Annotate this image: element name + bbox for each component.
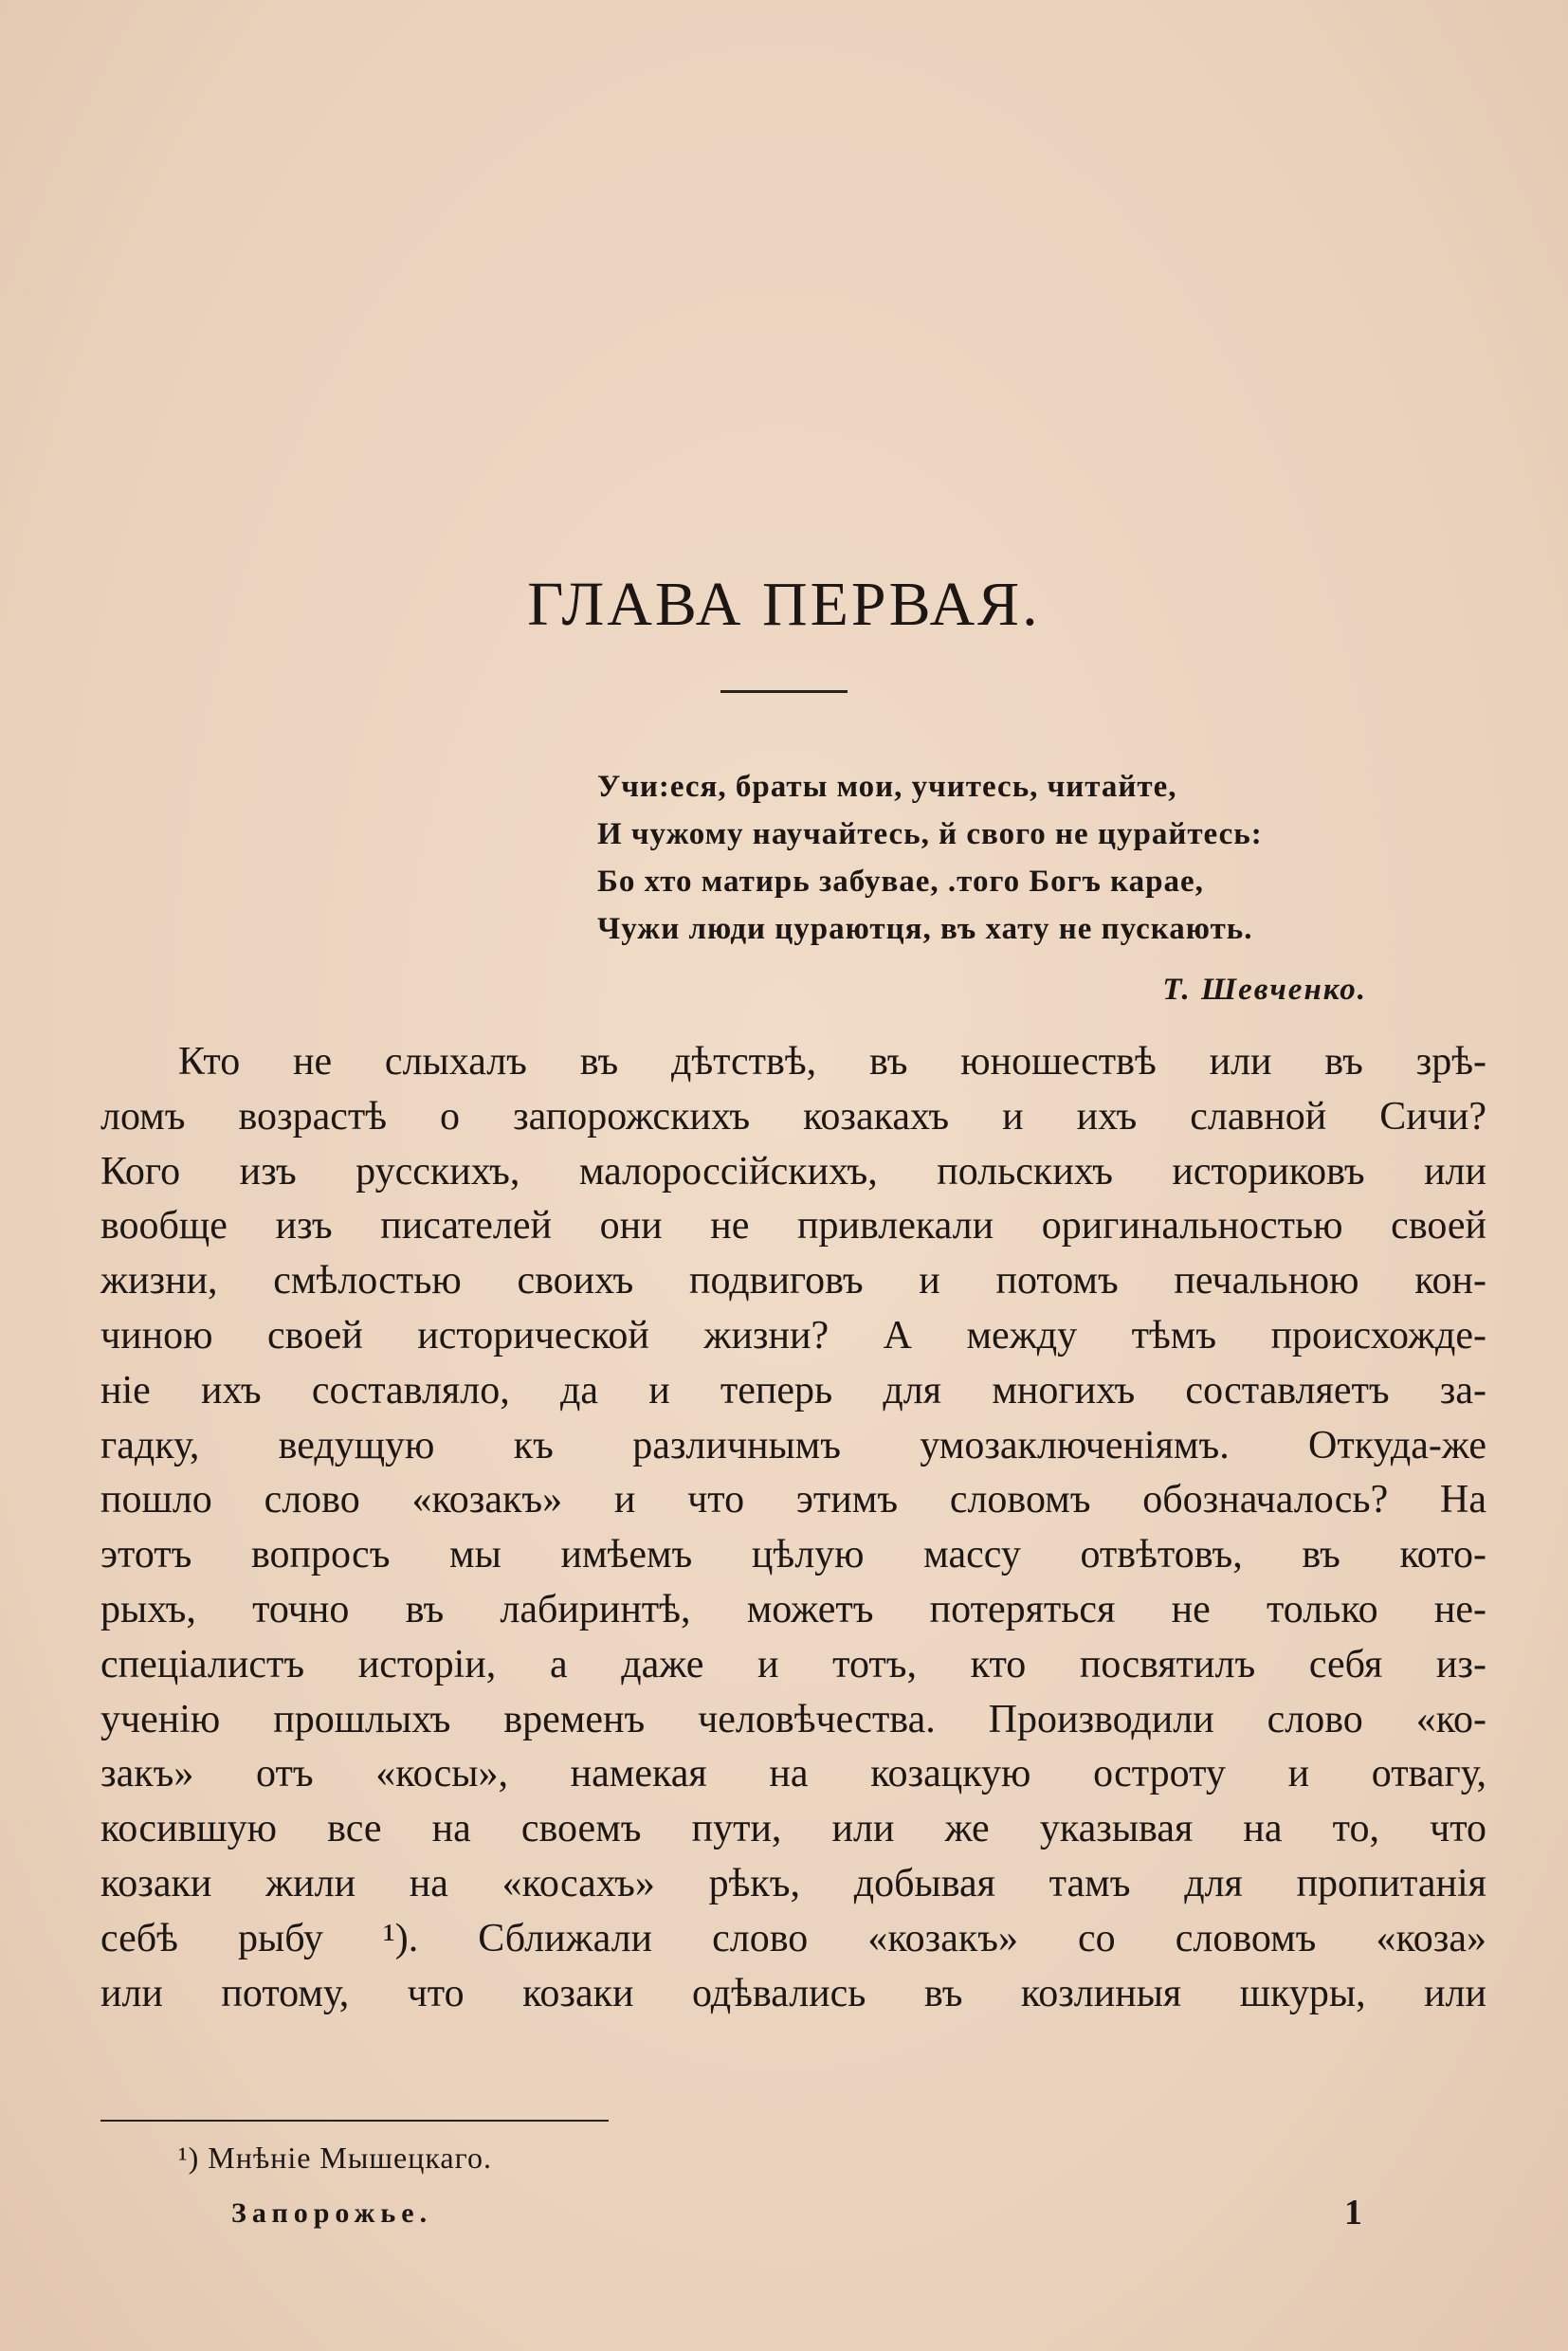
text-line: закъ» отъ «косы», намекая на козацкую остроту и отвагу,	[100, 1752, 1486, 1796]
body-text	[100, 1035, 1486, 2021]
text-line: жизни, смѣлостью своихъ подвиговъ и потомъ печальною кон-	[100, 1259, 1486, 1303]
epigraph-line: Учи:еся, браты мои, учитесь, читайте,	[597, 770, 1177, 804]
text-line: пошло слово «козакъ» и что этимъ словомъ обозначалось? На	[100, 1478, 1486, 1522]
text-line: ломъ возрастѣ о запорожскихъ козакахъ и ихъ славной Сичи?	[100, 1094, 1486, 1139]
epigraph-line: И чужому научайтесь, й свого не цурайтесь:	[597, 817, 1263, 851]
epigraph-line: Бо хто матирь забувае, .того Богъ карае,	[597, 865, 1204, 899]
text-line: ніе ихъ составляло, да и теперь для многихъ составляетъ за-	[100, 1368, 1486, 1412]
text-line: себѣ рыбу ¹). Сближали слово «козакъ» со словомъ «коза»	[100, 1916, 1486, 1960]
page-number: 1	[1344, 2193, 1362, 2233]
text-line: Кого изъ русскихъ, малороссійскихъ, польскихъ историковъ или	[100, 1149, 1486, 1194]
footnote-text: Мнѣніе Мышецкаго.	[208, 2141, 492, 2175]
footnote	[178, 2141, 492, 2176]
text-line: этотъ вопросъ мы имѣемъ цѣлую массу отвѣтовъ, въ кото-	[100, 1533, 1486, 1577]
text-line: гадку, ведущую къ различнымъ умозаключеніямъ. Откуда-же	[100, 1423, 1486, 1467]
text-line: Кто не слыхалъ въ дѣтствѣ, въ юношествѣ или въ зрѣ-	[178, 1040, 1486, 1084]
signature-mark: Запорожье.	[231, 2197, 433, 2229]
title-divider	[720, 690, 848, 693]
text-line: чиною своей исторической жизни? А между тѣмъ происхожде-	[100, 1313, 1486, 1358]
text-line: спеціалистъ исторіи, а даже и тотъ, кто посвятилъ себя из-	[100, 1642, 1486, 1686]
text-line: вообще изъ писателей они не привлекали оригинальностью своей	[100, 1204, 1486, 1248]
epigraph	[597, 763, 1413, 1013]
chapter-title: ГЛАВА ПЕРВАЯ.	[527, 570, 1041, 639]
epigraph-line: Чужи люди цураютця, въ хату не пускають.	[597, 912, 1253, 946]
text-line: косившую все на своемъ пути, или же указывая на то, что	[100, 1807, 1486, 1851]
text-line: рыхъ, точно въ лабиринтѣ, можетъ потеряться не только не-	[100, 1587, 1486, 1631]
footnote-marker: ¹)	[178, 2141, 200, 2175]
epigraph-author: Т. Шевченко.	[1162, 973, 1367, 1007]
text-line: ученію прошлыхъ временъ человѣчества. Производили слово «ко-	[100, 1697, 1486, 1741]
text-line: или потому, что козаки одѣвались въ козлиныя шкуры, или	[100, 1971, 1486, 2015]
text-line: козаки жили на «косахъ» рѣкъ, добывая тамъ для пропитанія	[100, 1861, 1486, 1905]
footnote-divider	[100, 2120, 609, 2122]
